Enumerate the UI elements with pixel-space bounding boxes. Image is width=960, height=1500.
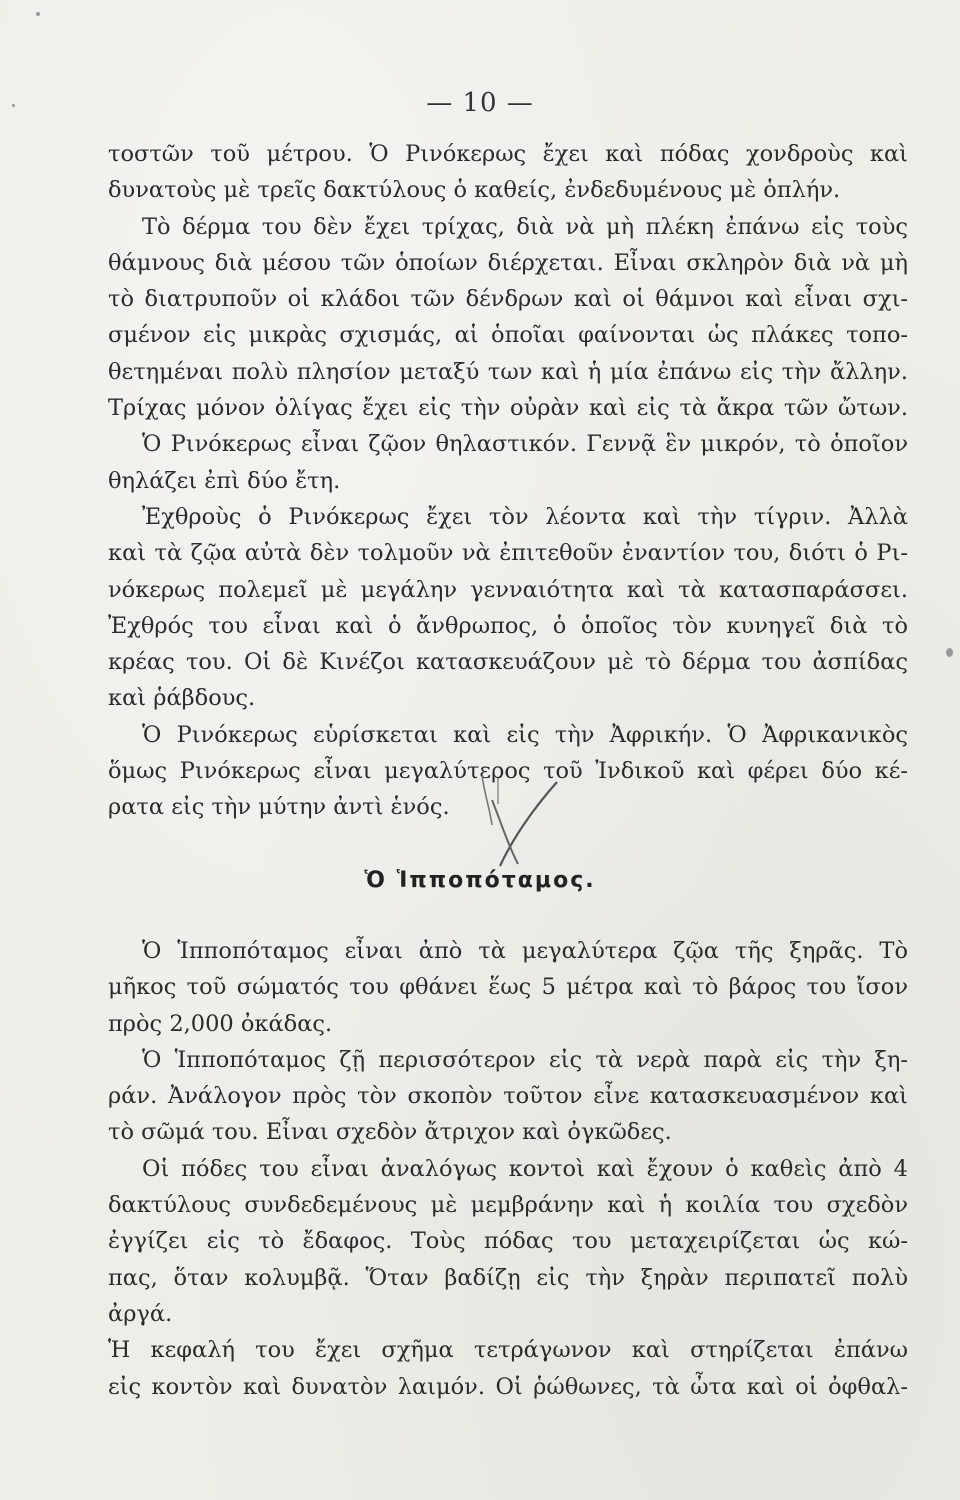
- text-line: Ἡ κεφαλή του ἔχει σχῆμα τετράγωνον καὶ στηρίζεται ἐπάνω: [108, 1337, 908, 1364]
- text-line: ράν. Ἀνάλογον πρὸς τὸν σκοπὸν τοῦτον εἶνε κατασκευασμένον καὶ: [108, 1083, 908, 1110]
- text-line: πας, ὅταν κολυμβᾷ. Ὅταν βαδίζῃ εἰς τὴν ξηρὰν περιπατεῖ πολὺ: [108, 1264, 908, 1291]
- text-line: Ὁ Ἱπποπόταμος εἶναι ἀπὸ τὰ μεγαλύτερα ζῷα τῆς ξηρᾶς. Τὸ: [142, 938, 908, 964]
- text-line: Ὁ Ἱπποπόταμος ζῇ περισσότερον εἰς τὰ νερὰ παρὰ εἰς τὴν ξη-: [142, 1046, 908, 1073]
- page-number: — 10 —: [426, 88, 534, 118]
- text-line: νόκερως πολεμεῖ μὲ μεγάλην γενναιότητα καὶ τὰ κατασπαράσσει.: [108, 576, 908, 603]
- text-line: δακτύλους συνδεδεμένους μὲ μεμβράνην καὶ ἡ κοιλία του σχεδὸν: [108, 1192, 908, 1219]
- text-line: μῆκος τοῦ σώματός του φθάνει ἕως 5 μέτρα καὶ τὸ βάρος του ἴσον: [108, 974, 908, 1001]
- text-line: πρὸς 2,000 ὀκάδας.: [108, 1010, 333, 1037]
- section-heading: Ὁ Ἱπποπόταμος.: [364, 868, 596, 893]
- rhinoceros-text: [108, 143, 908, 833]
- text-line: Τρίχας μόνον ὀλίγας ἔχει εἰς τὴν οὐρὰν καὶ εἰς τὰ ἄκρα τῶν ὤτων.: [108, 395, 908, 422]
- text-line: τὸ σῶμά του. Εἶναι σχεδὸν ἄτριχον καὶ ὀγκῶδες.: [108, 1119, 672, 1146]
- text-line: τὸ διατρυποῦν οἱ κλάδοι τῶν δένδρων καὶ οἱ θάμνοι καὶ εἶναι σχι-: [108, 286, 908, 313]
- text-line: θετημέναι πολὺ πλησίον μεταξύ των καὶ ἡ μία ἐπάνω εἰς τὴν ἄλλην.: [108, 358, 908, 385]
- text-line: Τὸ δέρμα του δὲν ἔχει τρίχας, διὰ νὰ μὴ πλέκη ἐπάνω εἰς τοὺς: [142, 213, 908, 240]
- text-line: ρατα εἰς τὴν μύτην ἀντὶ ἑνός.: [108, 794, 450, 821]
- pencil-mark-icon: [452, 770, 582, 870]
- text-line: Ὁ Ρινόκερως εἶναι ζῷον θηλαστικόν. Γεννᾷ ἓν μικρόν, τὸ ὁποῖον: [142, 431, 908, 458]
- text-line: θάμνους διὰ μέσου τῶν ὁποίων διέρχεται. Εἶναι σκληρὸν διὰ νὰ μὴ: [108, 249, 908, 276]
- text-line: καὶ ῥάβδους.: [108, 685, 256, 712]
- text-line: εἰς κοντὸν καὶ δυνατὸν λαιμόν. Οἱ ῥώθωνες, τὰ ὦτα καὶ οἱ ὀφθαλ-: [108, 1373, 908, 1400]
- text-line: δυνατοὺς μὲ τρεῖς δακτύλους ὁ καθείς, ἐνδεδυμένους μὲ ὁπλήν.: [108, 177, 841, 204]
- text-line: Ἐχθροὺς ὁ Ρινόκερως ἔχει τὸν λέοντα καὶ τὴν τίγριν. Ἀλλὰ: [142, 503, 908, 530]
- text-line: Οἱ πόδες του εἶναι ἀναλόγως κοντοὶ καὶ ἔχουν ὁ καθεὶς ἀπὸ 4: [142, 1155, 908, 1182]
- text-line: θηλάζει ἐπὶ δύο ἔτη.: [108, 467, 341, 494]
- text-line: ἐγγίζει εἰς τὸ ἔδαφος. Τοὺς πόδας του μεταχειρίζεται ὡς κώ-: [108, 1228, 908, 1255]
- hippopotamus-text: [108, 940, 908, 1412]
- text-line: Ἐχθρός του εἶναι καὶ ὁ ἄνθρωπος, ὁ ὁποῖος τὸν κυνηγεῖ διὰ τὸ: [108, 612, 908, 639]
- text-line: ὅμως Ρινόκερως εἶναι μεγαλύτερος τοῦ Ἰνδικοῦ καὶ φέρει δύο κέ-: [108, 758, 908, 785]
- text-line: καὶ τὰ ζῷα αὐτὰ δὲν τολμοῦν νὰ ἐπιτεθοῦν ἐναντίον του, διότι ὁ Ρι-: [108, 540, 908, 567]
- text-line: κρέας του. Οἱ δὲ Κινέζοι κατασκευάζουν μὲ τὸ δέρμα του ἀσπίδας: [108, 649, 908, 676]
- text-line: Ὁ Ρινόκερως εὑρίσκεται καὶ εἰς τὴν Ἀφρικήν. Ὁ Ἀφρικανικὸς: [142, 721, 908, 748]
- paper-speck: [946, 648, 953, 657]
- paper-speck: [12, 104, 15, 107]
- text-line: τοστῶν τοῦ μέτρου. Ὁ Ρινόκερως ἔχει καὶ πόδας χονδροὺς καὶ: [108, 141, 908, 167]
- text-line: ἀργά.: [108, 1300, 173, 1327]
- paper-speck: [36, 12, 40, 16]
- text-line: σμένον εἰς μικρὰς σχισμάς, αἱ ὁποῖαι φαίνονται ὡς πλάκες τοπο-: [108, 322, 908, 349]
